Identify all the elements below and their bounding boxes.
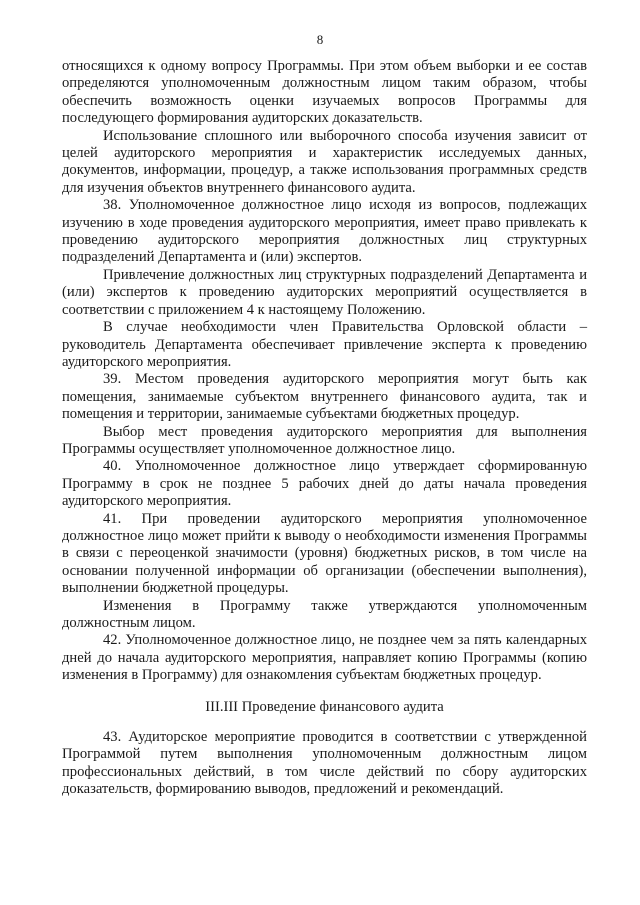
paragraph-item-42: 42. Уполномоченное должностное лицо, не позднее чем за пять календарных дней до начала аудиторского мероприятия, направляет копию Программы (копию изменения в Программу) для ознакомления субъектам бюджетных процедур. [62, 632, 587, 684]
paragraph-staff-involvement: Привлечение должностных лиц структурных подразделений Департамента и (или) экспертов к проведению аудиторских мероприятий осуществляется в соответствии с приложением 4 к настоящему Положению. [62, 266, 587, 318]
paragraph-continuation: относящихся к одному вопросу Программы. При этом объем выборки и ее состав определяются уполномоченным должностным лицом таким образом, чтобы обеспечить возможность оценки изучаемых вопросов Программы для последующего формирования аудиторских доказательств. [62, 58, 587, 127]
paragraph-expert-involvement: В случае необходимости член Правительства Орловской области – руководитель Департамента обеспечивает привлечение эксперта к проведению аудиторского мероприятия. [62, 319, 587, 370]
section-heading: III.III Проведение финансового аудита [205, 698, 444, 715]
paragraph-sampling-methods: Использование сплошного или выборочного способа изучения зависит от целей аудиторского мероприятия и характеристик исследуемых данных, документов, информации, процедур, а также использования программных средств для изучения объектов внутреннего финансового аудита. [62, 127, 587, 196]
paragraph-program-changes: Изменения в Программу также утверждаются уполномоченным должностным лицом. [62, 597, 587, 631]
paragraph-item-38: 38. Уполномоченное должностное лицо исходя из вопросов, подлежащих изучению в ходе проведения аудиторского мероприятия, имеет право привлекать к проведению аудиторского мероприятия должностных лиц структурных подразделений Департамента и (или) экспертов. [62, 197, 587, 266]
document-body [62, 58, 587, 799]
paragraph-item-40: 40. Уполномоченное должностное лицо утверждает сформированную Программу в срок не позднее 5 рабочих дней до даты начала проведения аудиторского мероприятия. [62, 458, 587, 510]
paragraph-location-choice: Выбор мест проведения аудиторского мероприятия для выполнения Программы осуществляет уполномоченное должностное лицо. [62, 423, 587, 457]
paragraph-item-43: 43. Аудиторское мероприятие проводится в соответствии с утвержденной Программой путем выполнения уполномоченным должностным лицом профессиональных действий, в том числе действий по сбору аудиторских доказательств, формированию выводов, предложений и рекомендаций. [62, 729, 587, 798]
paragraph-item-39: 39. Местом проведения аудиторского мероприятия могут быть как помещения, занимаемые субъектом внутреннего финансового аудита, так и помещения и территории, занимаемые субъектами бюджетных процедур. [62, 371, 587, 423]
paragraph-item-41: 41. При проведении аудиторского мероприятия уполномоченное должностное лицо может прийти к выводу о необходимости изменения Программы в связи с переоценкой значимости (уровня) бюджетных рисков, в том числе на основании полученной информации об организации (обеспечении выполнения), выполнении бюджетной процедуры. [62, 510, 587, 597]
page-number: 8 [316, 32, 324, 47]
